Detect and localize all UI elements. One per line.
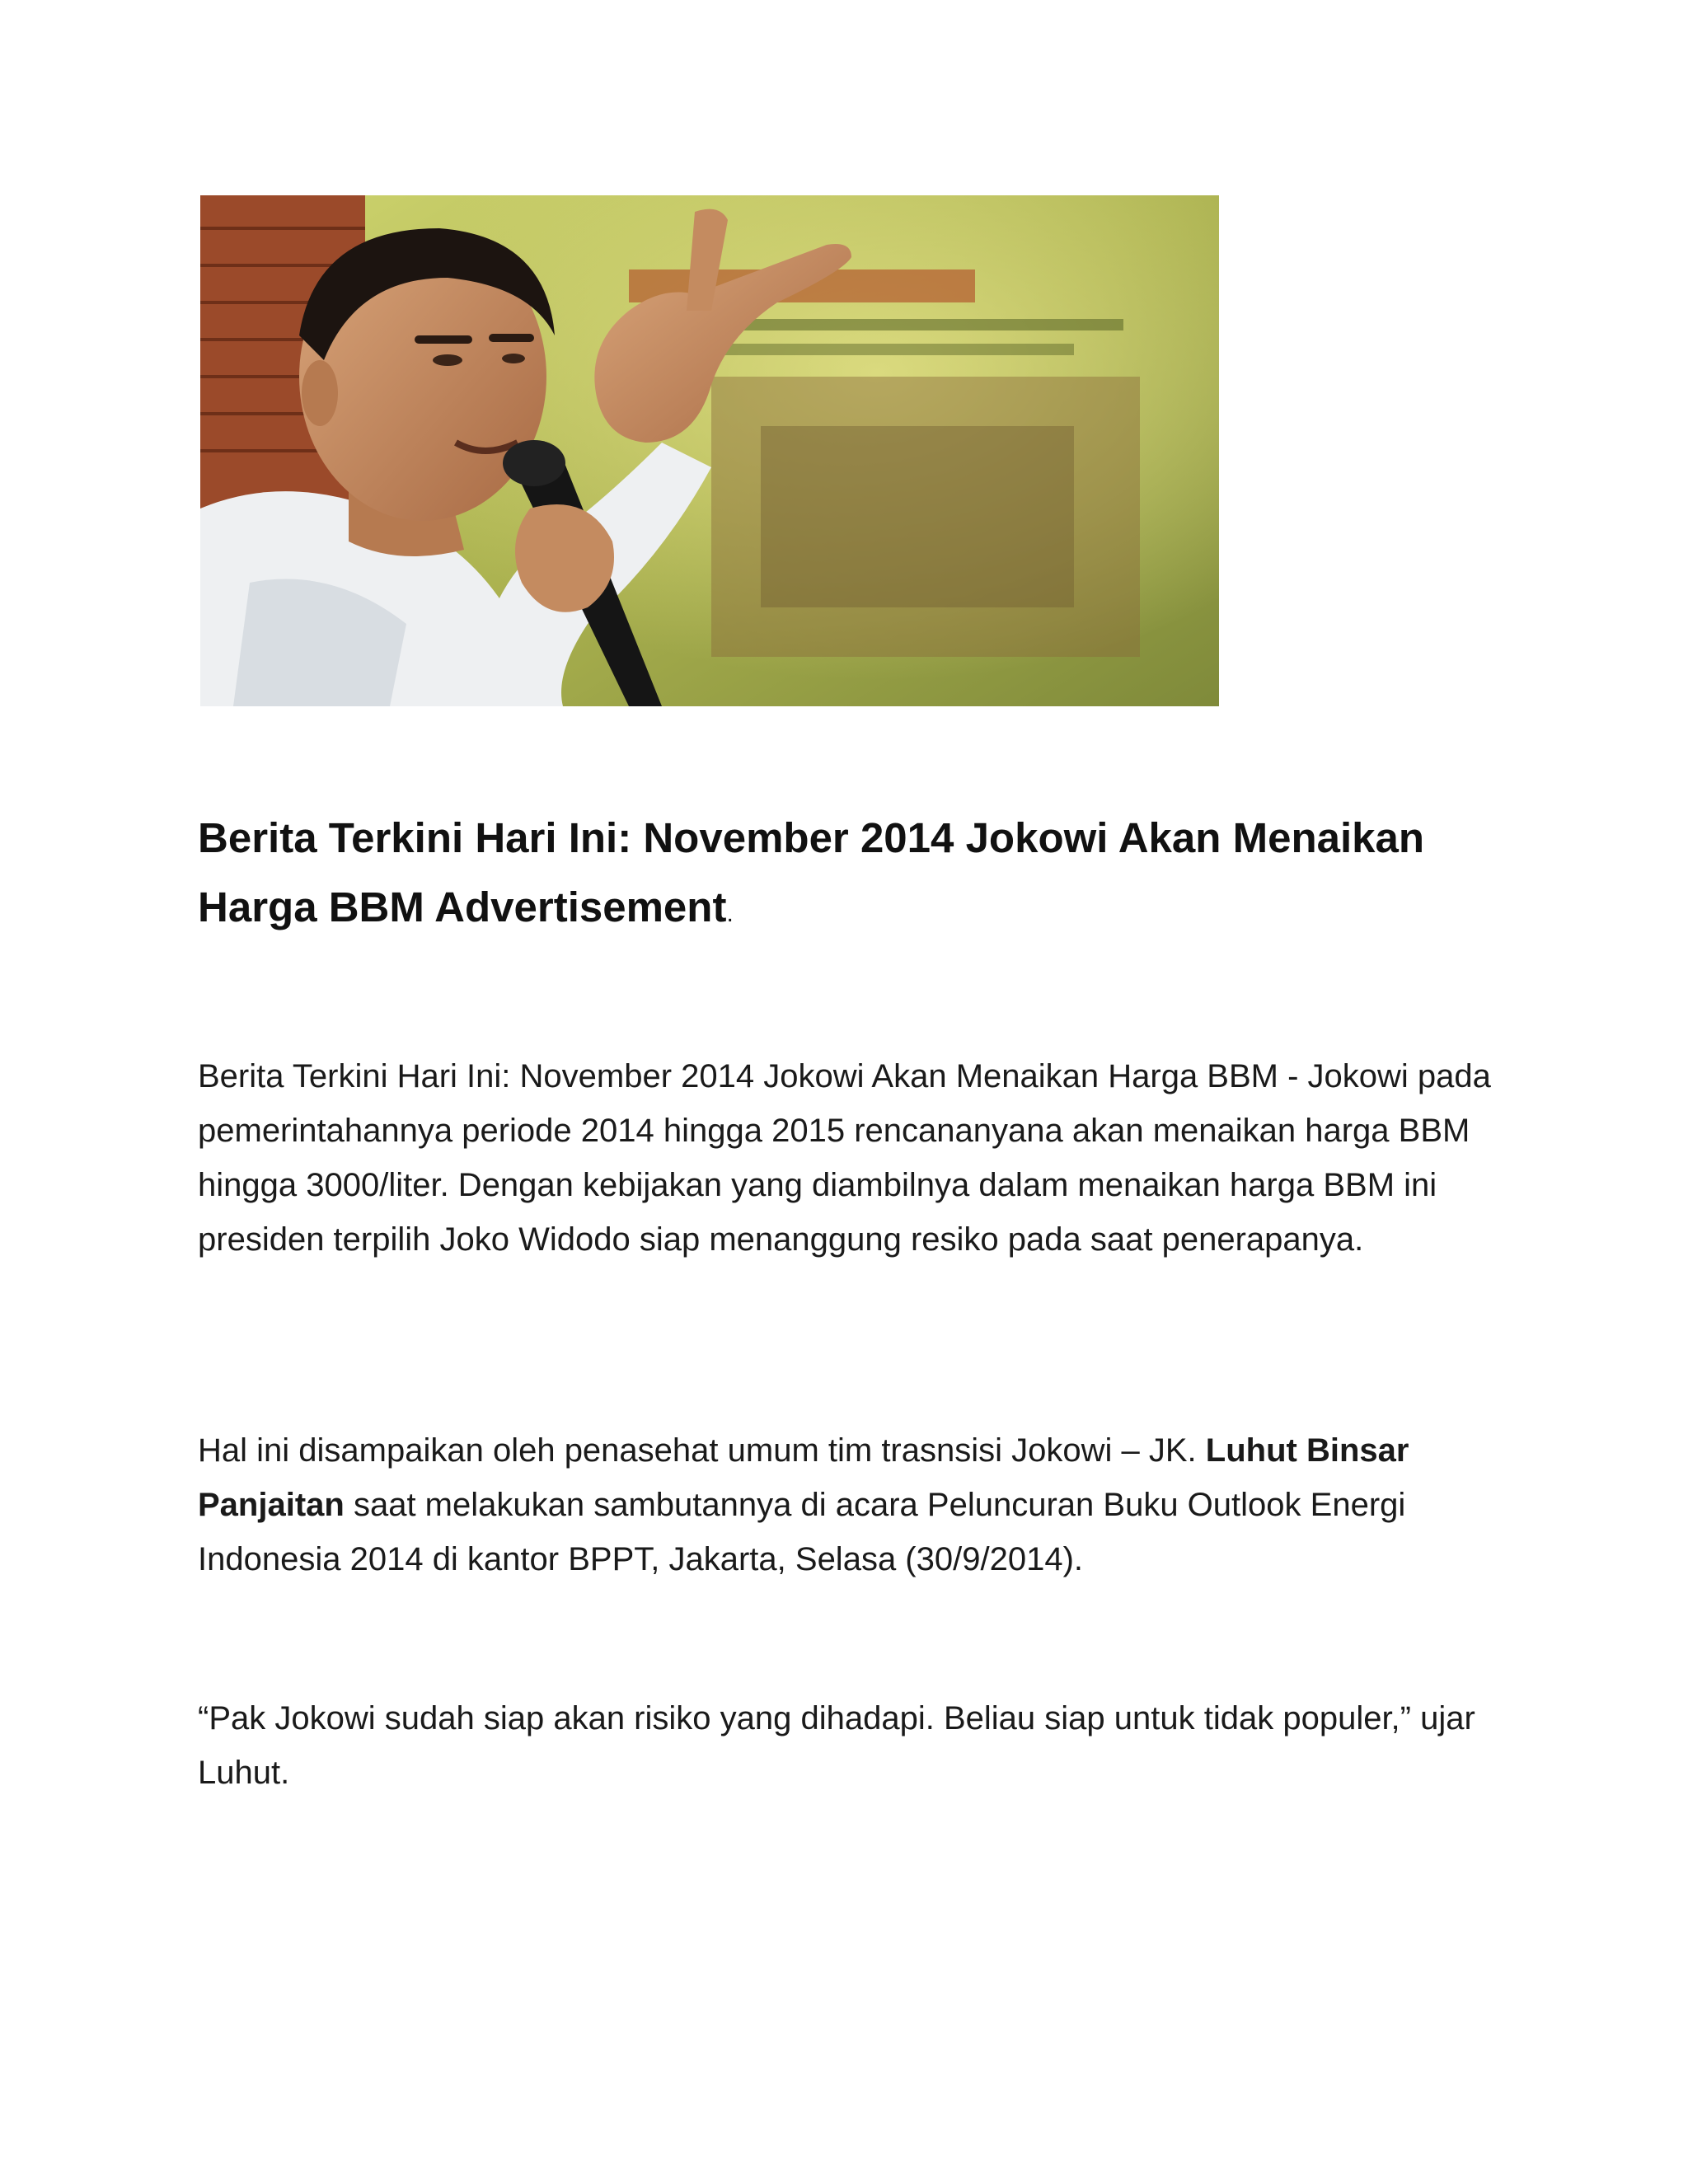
article-title-dot: .	[726, 900, 734, 927]
article-quote-paragraph: “Pak Jokowi sudah siap akan risiko yang dihadapi. Beliau siap untuk tidak populer,” ujar Luhut.	[198, 1700, 1475, 1791]
article-title	[198, 804, 1517, 949]
article-photo	[200, 195, 1219, 706]
paragraph-2-intro: Hal ini disampaikan oleh penasehat umum tim trasnsisi Jokowi – JK.	[198, 1432, 1206, 1469]
person-name-bold: Luhut Binsar Panjaitan	[198, 1432, 1409, 1523]
paragraph-2-rest: saat melakukan sambutannya di acara Peluncuran Buku Outlook Energi Indonesia 2014 di kantor BPPT, Jakarta, Selasa (30/9/2014).	[198, 1487, 1406, 1577]
article-title-text: Berita Terkini Hari Ini: November 2014 Jokowi Akan Menaikan Harga BBM Advertisement	[198, 814, 1425, 930]
article-paragraph-1: Berita Terkini Hari Ini: November 2014 Jokowi Akan Menaikan Harga BBM - Jokowi pada pemerintahannya periode 2014 hingga 2015 rencananyana akan menaikan harga BBM hingga 3000/liter. Dengan kebijakan yang diambilnya dalam menaikan harga BBM ini presiden terpilih Joko Widodo siap menanggung resiko pada saat penerapanya.	[198, 1058, 1491, 1258]
article-paragraph-2	[198, 1423, 1500, 1586]
